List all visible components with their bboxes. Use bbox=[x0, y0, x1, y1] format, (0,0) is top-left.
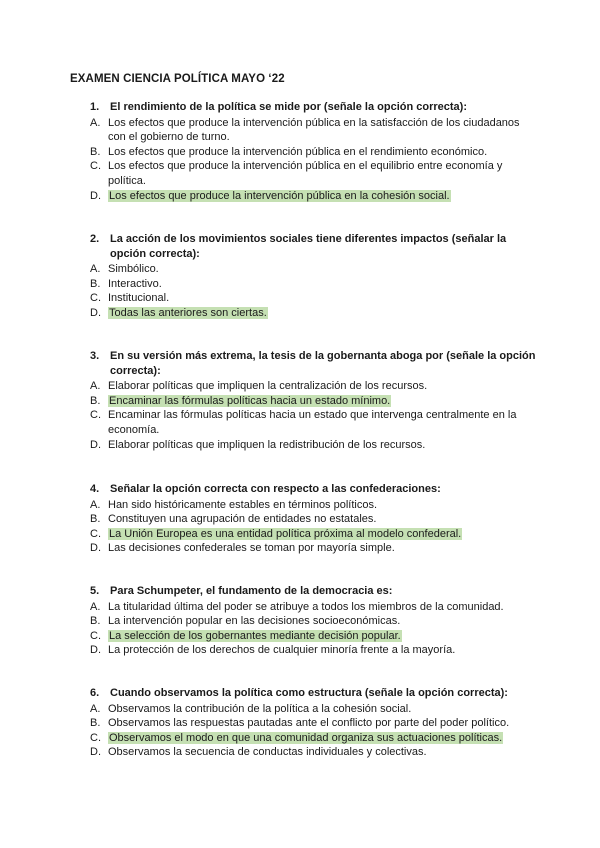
option-text-wrap bbox=[108, 262, 540, 277]
option-letter: A. bbox=[90, 263, 101, 276]
option-text-wrap bbox=[108, 702, 540, 717]
option-letter: D. bbox=[90, 644, 101, 657]
answer-option bbox=[70, 643, 540, 658]
answer-option-correct bbox=[70, 306, 540, 321]
option-text-wrap bbox=[108, 745, 540, 760]
question-text: Cuando observamos la política como estructura (señale la opción correcta): bbox=[110, 687, 508, 699]
answer-option bbox=[70, 702, 540, 717]
answer-option bbox=[70, 438, 540, 453]
option-letter: A. bbox=[90, 116, 101, 129]
answer-option bbox=[70, 277, 540, 292]
answer-option bbox=[70, 600, 540, 615]
answer-option bbox=[70, 498, 540, 513]
option-text-wrap bbox=[108, 159, 540, 188]
question-text: La acción de los movimientos sociales tiene diferentes impactos (señalar la opción correcta): bbox=[110, 233, 507, 260]
option-letter: A. bbox=[90, 600, 101, 613]
question-block bbox=[70, 686, 540, 760]
question-block bbox=[70, 482, 540, 556]
option-text: Las decisiones confederales se toman por mayoría simple. bbox=[108, 542, 395, 555]
answer-option bbox=[70, 408, 540, 437]
question-number: 6. bbox=[90, 687, 100, 699]
option-letter: C. bbox=[90, 629, 101, 642]
option-text-wrap bbox=[108, 277, 540, 292]
question-text: En su versión más extrema, la tesis de la gobernanta aboga por (señale la opción correcta): bbox=[110, 350, 536, 377]
answer-option-correct bbox=[70, 527, 540, 542]
option-text-wrap bbox=[108, 189, 540, 204]
answer-option-correct bbox=[70, 189, 540, 204]
option-text: Observamos la secuencia de conductas individuales y colectivas. bbox=[108, 746, 427, 759]
option-text-wrap bbox=[108, 600, 540, 615]
option-text-wrap bbox=[108, 629, 540, 644]
option-text-wrap bbox=[108, 291, 540, 306]
option-letter: B. bbox=[90, 145, 101, 158]
question-header bbox=[70, 482, 540, 497]
option-letter: D. bbox=[90, 438, 101, 451]
question-header bbox=[70, 686, 540, 701]
option-text: Los efectos que produce la intervención pública en la satisfacción de los ciudadanos con el gobierno de turno. bbox=[108, 116, 520, 144]
answer-option-correct bbox=[70, 731, 540, 746]
option-letter: A. bbox=[90, 498, 101, 511]
option-text: Encaminar las fórmulas políticas hacia un estado que intervenga centralmente en la economía. bbox=[108, 409, 517, 436]
option-text: Los efectos que produce la intervención pública en el rendimiento económico. bbox=[108, 145, 488, 158]
option-text: Observamos las respuestas pautadas ante el conflicto por parte del poder político. bbox=[108, 717, 510, 730]
highlighted-answer-text: Observamos el modo en que una comunidad organiza sus actuaciones políticas. bbox=[109, 731, 503, 744]
option-text-wrap bbox=[108, 408, 540, 437]
question-number: 4. bbox=[90, 483, 100, 495]
option-letter: C. bbox=[90, 731, 101, 744]
option-text: Institucional. bbox=[108, 292, 170, 305]
option-letter: C. bbox=[90, 527, 101, 540]
question-block bbox=[70, 232, 540, 321]
exam-title: EXAMEN CIENCIA POLÍTICA MAYO ‘22 bbox=[70, 73, 285, 85]
answer-option bbox=[70, 291, 540, 306]
question-number: 3. bbox=[90, 350, 100, 362]
option-letter: B. bbox=[90, 277, 101, 290]
option-text: La titularidad última del poder se atribuye a todos los miembros de la comunidad. bbox=[108, 600, 504, 613]
option-text-wrap bbox=[108, 394, 540, 409]
option-text-wrap bbox=[108, 438, 540, 453]
highlighted-answer-text: Todas las anteriores son ciertas. bbox=[109, 306, 267, 319]
answer-option bbox=[70, 745, 540, 760]
option-text: Han sido históricamente estables en términos políticos. bbox=[108, 498, 378, 511]
option-text-wrap bbox=[108, 541, 540, 556]
option-text: Interactivo. bbox=[108, 277, 162, 290]
answer-option bbox=[70, 541, 540, 556]
option-text-wrap bbox=[108, 527, 540, 542]
question-block bbox=[70, 584, 540, 658]
highlighted-answer-text: Encaminar las fórmulas políticas hacia un estado mínimo. bbox=[109, 394, 391, 407]
option-text-wrap bbox=[108, 643, 540, 658]
option-letter: D. bbox=[90, 189, 101, 202]
answer-option bbox=[70, 379, 540, 394]
highlighted-answer-text: La Unión Europea es una entidad política próxima al modelo confederal. bbox=[109, 527, 462, 540]
option-text-wrap bbox=[108, 306, 540, 321]
question-text: Señalar la opción correcta con respecto a las confederaciones: bbox=[110, 483, 441, 495]
option-text-wrap bbox=[108, 145, 540, 160]
option-text-wrap bbox=[108, 614, 540, 629]
question-block bbox=[70, 349, 540, 452]
question-header bbox=[70, 232, 540, 261]
question-block bbox=[70, 100, 540, 203]
question-header bbox=[70, 100, 540, 115]
answer-option-correct bbox=[70, 394, 540, 409]
option-text-wrap bbox=[108, 379, 540, 394]
option-text: Simbólico. bbox=[108, 263, 159, 276]
option-text: Elaborar políticas que impliquen la centralización de los recursos. bbox=[108, 380, 428, 393]
option-letter: B. bbox=[90, 615, 101, 628]
answer-option bbox=[70, 145, 540, 160]
answer-option bbox=[70, 116, 540, 145]
option-text-wrap bbox=[108, 116, 540, 145]
answer-option-correct bbox=[70, 629, 540, 644]
option-letter: A. bbox=[90, 380, 101, 393]
question-header bbox=[70, 584, 540, 599]
question-number: 1. bbox=[90, 101, 100, 113]
answer-option bbox=[70, 512, 540, 527]
option-letter: D. bbox=[90, 746, 101, 759]
question-number: 2. bbox=[90, 233, 100, 245]
answer-option bbox=[70, 716, 540, 731]
answer-option bbox=[70, 159, 540, 188]
option-letter: D. bbox=[90, 306, 101, 319]
option-text: Elaborar políticas que impliquen la redistribución de los recursos. bbox=[108, 438, 426, 451]
question-text: Para Schumpeter, el fundamento de la democracia es: bbox=[110, 585, 393, 597]
option-letter: B. bbox=[90, 513, 101, 526]
option-text: Constituyen una agrupación de entidades no estatales. bbox=[108, 513, 377, 526]
option-text: La intervención popular en las decisiones socioeconómicas. bbox=[108, 615, 401, 628]
highlighted-answer-text: La selección de los gobernantes mediante decisión popular. bbox=[109, 629, 401, 642]
option-letter: D. bbox=[90, 542, 101, 555]
option-text: La protección de los derechos de cualquier minoría frente a la mayoría. bbox=[108, 644, 456, 657]
question-number: 5. bbox=[90, 585, 100, 597]
option-text-wrap bbox=[108, 716, 540, 731]
question-text: El rendimiento de la política se mide por (señale la opción correcta): bbox=[110, 101, 467, 113]
option-text-wrap bbox=[108, 512, 540, 527]
highlighted-answer-text: Los efectos que produce la intervención pública en la cohesión social. bbox=[109, 189, 450, 202]
option-letter: C. bbox=[90, 292, 101, 305]
option-letter: B. bbox=[90, 717, 101, 730]
option-text: Los efectos que produce la intervención pública en el equilibrio entre economía y política. bbox=[108, 160, 503, 187]
option-letter: C. bbox=[90, 160, 101, 173]
option-letter: A. bbox=[90, 702, 101, 715]
answer-option bbox=[70, 262, 540, 277]
option-text-wrap bbox=[108, 731, 540, 746]
option-letter: C. bbox=[90, 409, 101, 422]
option-letter: B. bbox=[90, 394, 101, 407]
option-text-wrap bbox=[108, 498, 540, 513]
answer-option bbox=[70, 614, 540, 629]
question-header bbox=[70, 349, 540, 378]
option-text: Observamos la contribución de la política a la cohesión social. bbox=[108, 702, 412, 715]
